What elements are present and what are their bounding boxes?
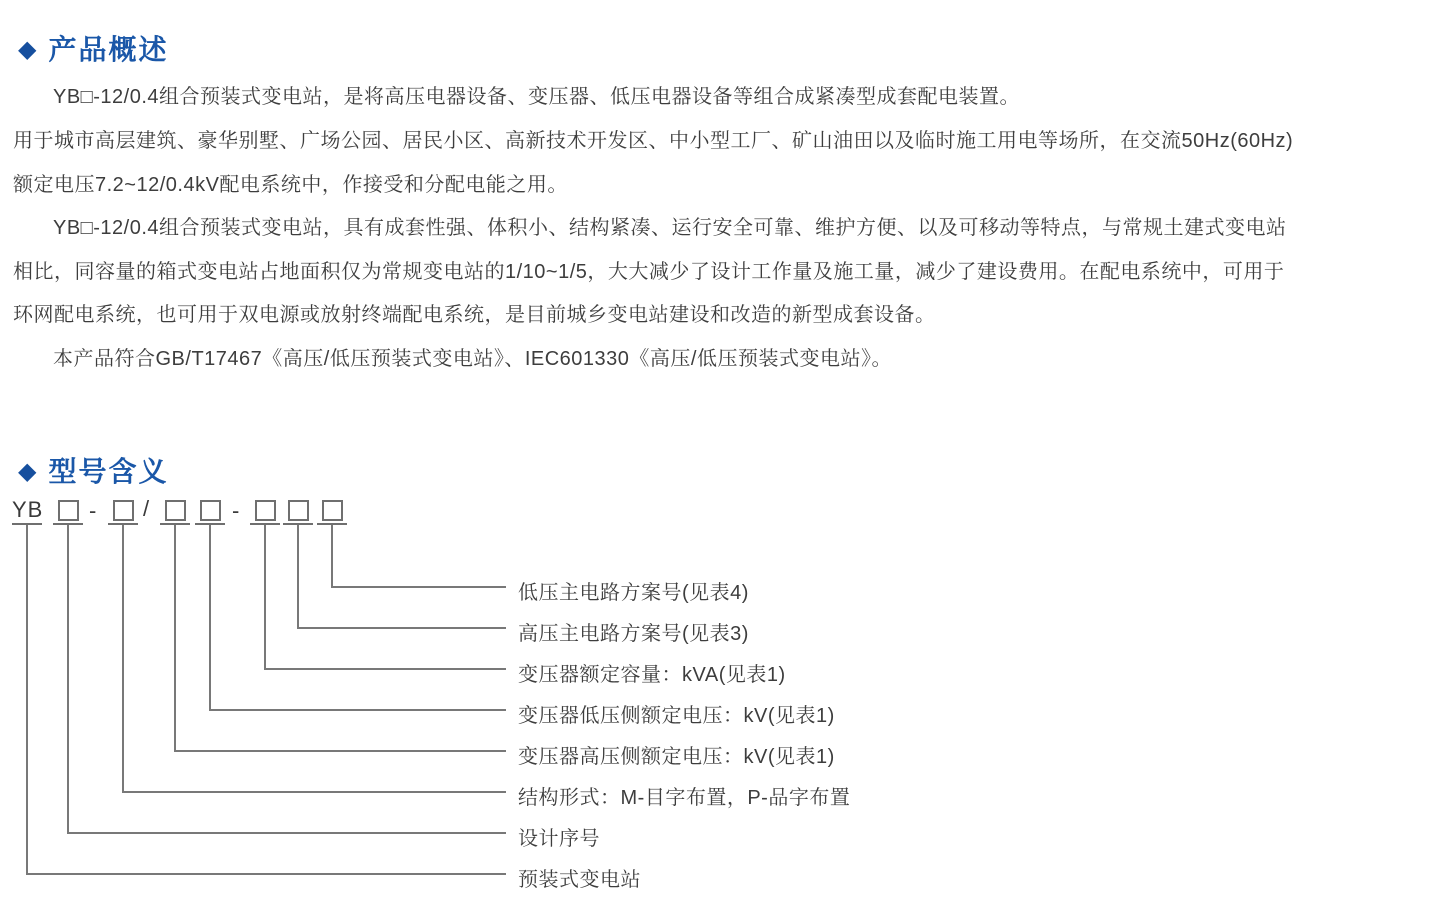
model-box-1 [58, 500, 79, 521]
connector-line [297, 525, 299, 629]
connector-line [122, 791, 506, 793]
overview-line: YB□-12/0.4组合预装式变电站，具有成套性强、体积小、结构紧凑、运行安全可靠、维护方便、以及可移动等特点，与常规土建式变电站 [53, 217, 1287, 239]
model-label: 变压器低压侧额定电压：kV(见表1) [518, 705, 835, 727]
model-label: 设计序号 [518, 828, 600, 850]
connector-line [26, 525, 28, 875]
connector-line [331, 586, 506, 588]
model-separator-dash: - [232, 498, 240, 523]
overview-line: 相比，同容量的箱式变电站占地面积仅为常规变电站的1/10~1/5，大大减少了设计工作量及施工量，减少了建设费用。在配电系统中，可用于 [13, 261, 1285, 283]
model-box-7 [322, 500, 343, 521]
connector-line [67, 832, 506, 834]
overview-line: 环网配电系统，也可用于双电源或放射终端配电系统，是目前城乡变电站建设和改造的新型成套设备。 [13, 304, 936, 326]
model-label: 变压器高压侧额定电压：kV(见表1) [518, 746, 835, 768]
model-separator-dash: - [89, 498, 97, 523]
model-meaning-heading [18, 450, 168, 490]
model-box-6 [288, 500, 309, 521]
model-box-5 [255, 500, 276, 521]
model-meaning-heading-text: 型号含义 [48, 456, 169, 487]
connector-line [264, 525, 266, 670]
model-label: 变压器额定容量：kVA(见表1) [518, 664, 786, 686]
model-label: 预装式变电站 [518, 869, 641, 891]
overview-line: 额定电压7.2~12/0.4kV配电系统中，作接受和分配电能之用。 [13, 174, 568, 196]
connector-line [264, 668, 506, 670]
model-label: 高压主电路方案号(见表3) [518, 623, 749, 645]
connector-line [122, 525, 124, 793]
connector-line [174, 525, 176, 752]
model-box-2 [113, 500, 134, 521]
diamond-icon: ◆ [18, 458, 39, 485]
overview-heading [18, 28, 168, 68]
connector-line [209, 709, 506, 711]
model-prefix: YB [12, 497, 44, 522]
model-label: 结构形式：M-目字布置，P-品字布置 [518, 787, 851, 809]
connector-line [297, 627, 506, 629]
connector-line [209, 525, 211, 711]
overview-line: 本产品符合GB/T17467《高压/低压预装式变电站》、IEC601330《高压/低压预装式变电站》。 [53, 348, 892, 370]
overview-line: 用于城市高层建筑、豪华别墅、广场公园、居民小区、高新技术开发区、中小型工厂、矿山油田以及临时施工用电等场所，在交流50Hz(60Hz) [13, 130, 1294, 152]
model-box-4 [200, 500, 221, 521]
connector-line [174, 750, 506, 752]
connector-line [331, 525, 333, 588]
overview-line: YB□-12/0.4组合预装式变电站，是将高压电器设备、变压器、低压电器设备等组合成紧凑型成套配电装置。 [53, 86, 1021, 108]
connector-line [67, 525, 69, 834]
connector-line [26, 873, 506, 875]
diamond-icon: ◆ [18, 36, 39, 63]
model-separator-slash: / [143, 496, 150, 521]
model-box-3 [165, 500, 186, 521]
overview-heading-text: 产品概述 [48, 34, 169, 65]
model-label: 低压主电路方案号(见表4) [518, 582, 749, 604]
